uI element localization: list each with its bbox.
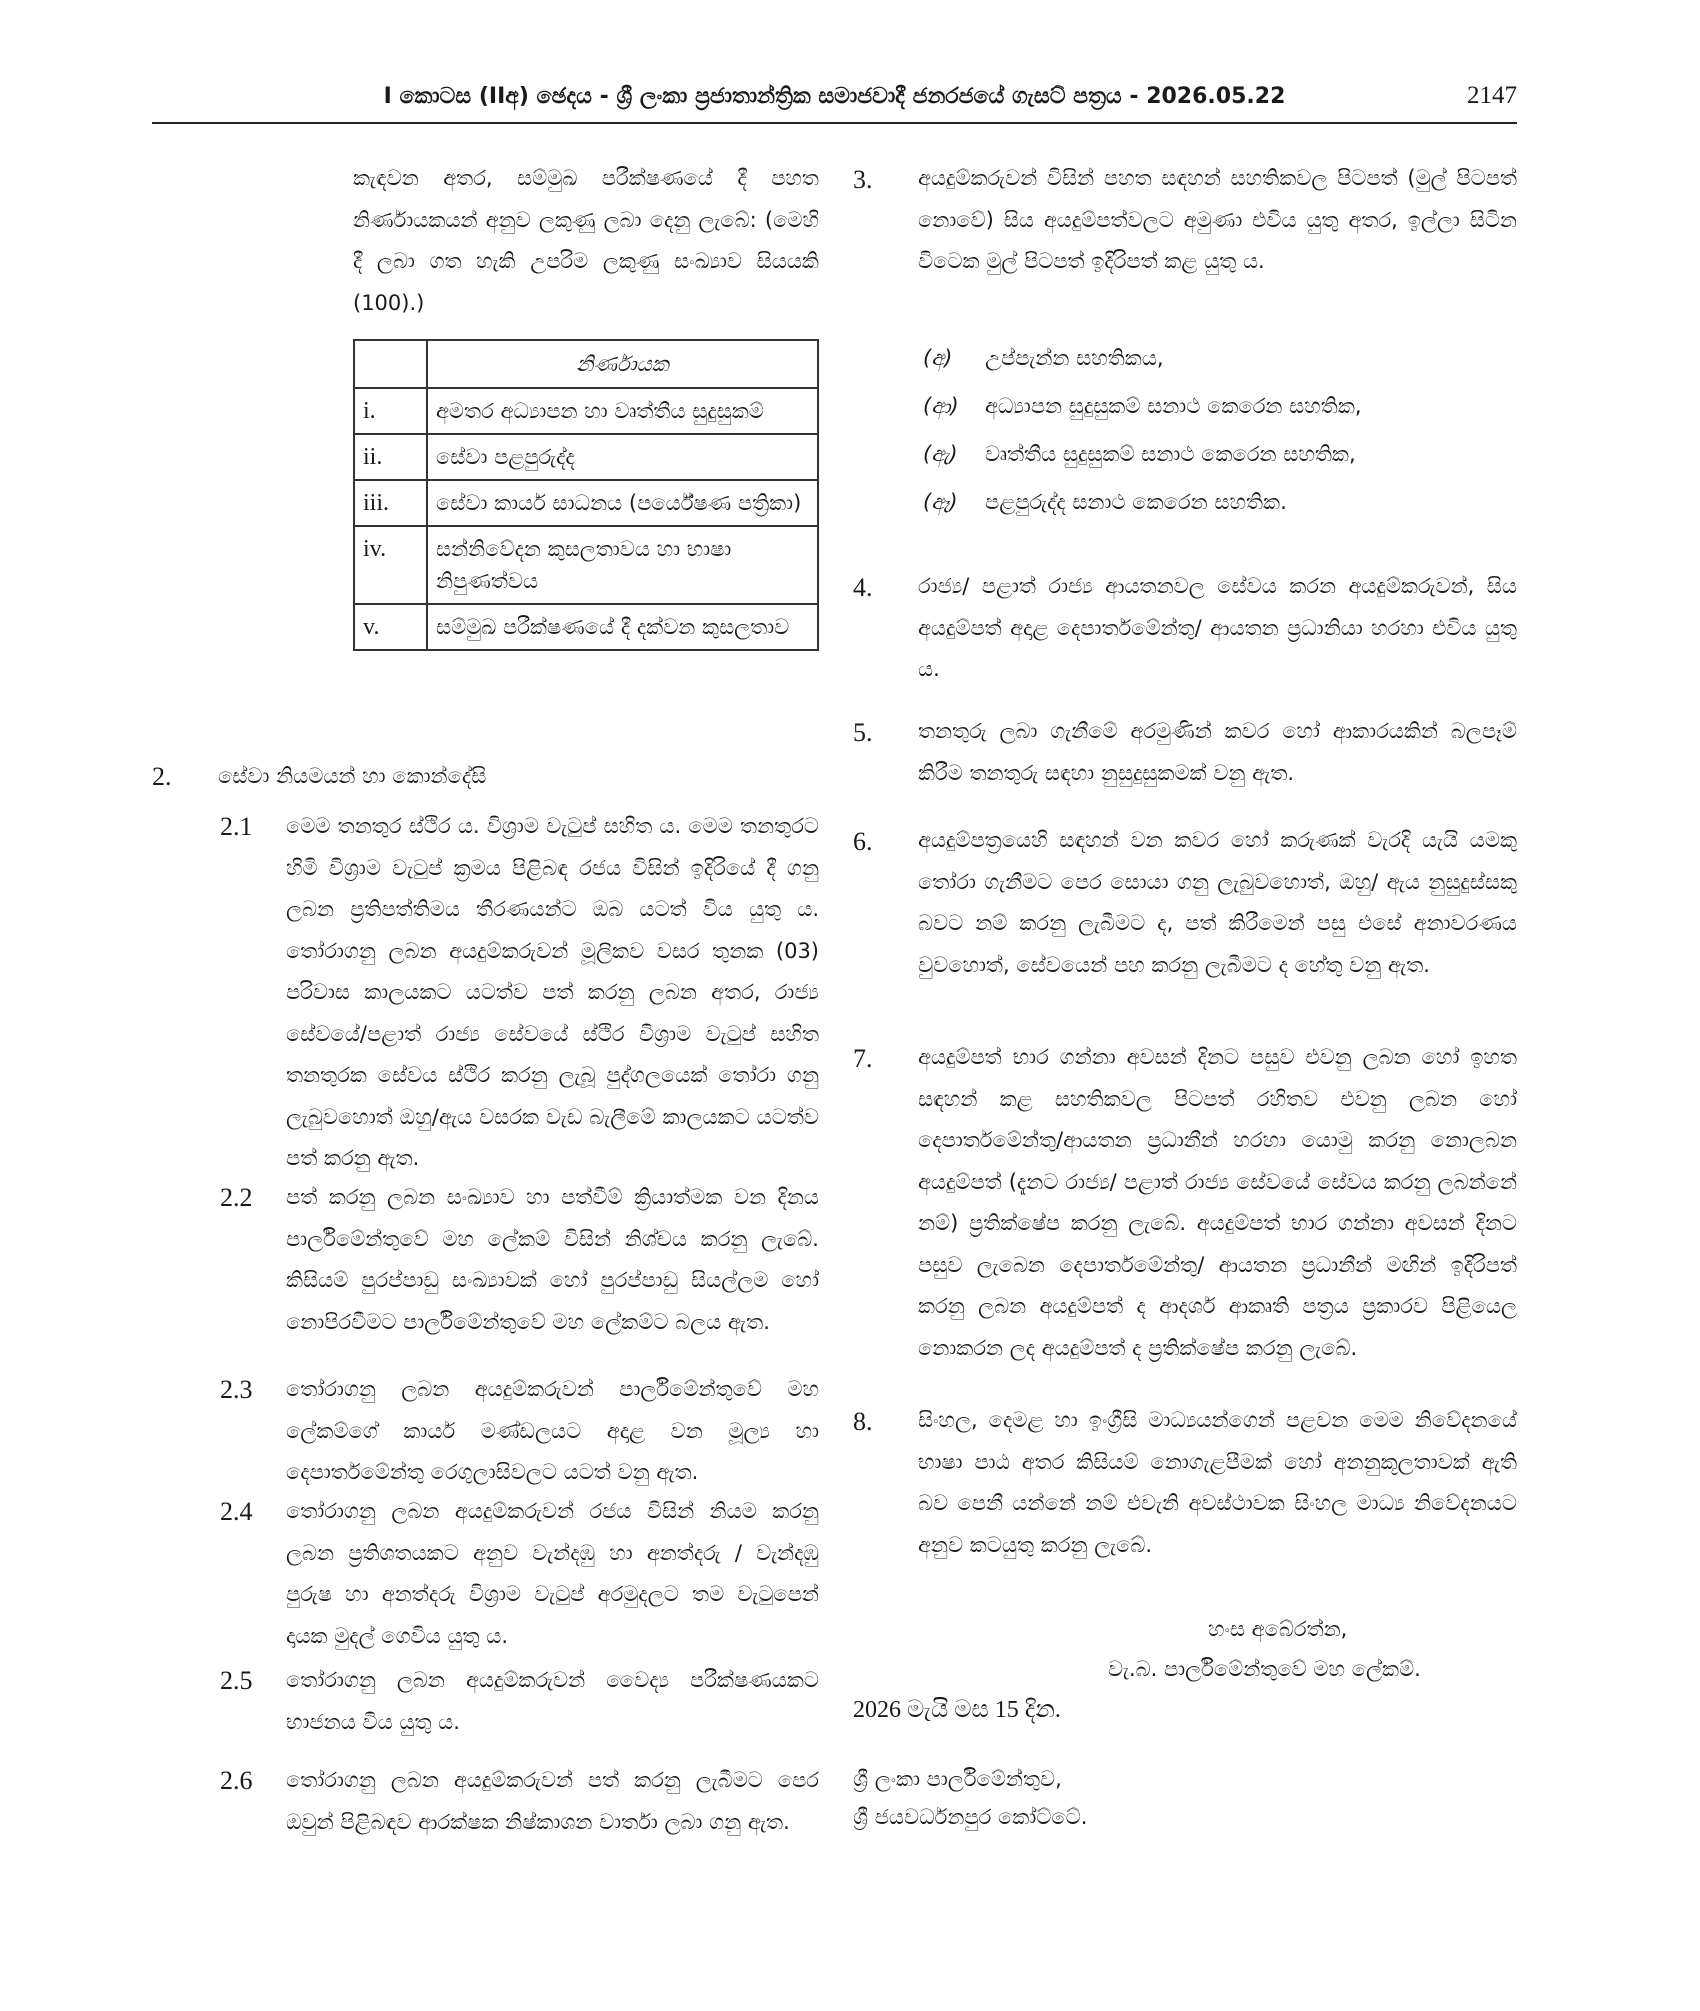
intro-paragraph: කැඳවන අතර, සම්මුඛ පරීක්ෂණයේ දී පහත නිර්ණායකයන් අනුව ලකුණු ලබා දෙනු ලැබේ: (මෙහි දී ලබා ගත හැකි උපරිම ලකුණු සංඛ්‍යාව සියයකි (100).)	[353, 166, 819, 315]
row-text: සම්මුඛ පරීක්ෂණයේ දී දක්වන කුසලතාව	[427, 604, 818, 650]
list-item-text: පළපුරුද්ද සනාථ කෙරෙන සහතික.	[985, 490, 1287, 514]
list-item-text: වෘත්තීය සුදුසුකම් සනාථ කෙරෙන සහතික,	[985, 442, 1356, 466]
row-number: iv.	[354, 526, 427, 604]
criteria-table	[353, 339, 819, 651]
row-number: iii.	[354, 480, 427, 526]
row-text: සන්නිවේදන කුසලතාවය හා භාෂා නිපුණත්වය	[427, 526, 818, 604]
item-text: රාජ්‍ය/ පළාත් රාජ්‍ය ආයතනවල සේවය කරන අයදුම්කරුවන්, සිය අයදුම්පත් අදාළ දෙපාර්තමේන්තු/ ආයතන ප්‍රධානියා හරහා එවිය යුතු ය.	[918, 574, 1517, 681]
gazette-header	[152, 80, 1517, 124]
section-2-title: සේවා නියමයන් හා කොන්දේසි	[218, 764, 487, 788]
item-text: අයදුම්පත්‍රයෙහි සඳහන් වන කවර හෝ කරුණක් වැරදි යැයි යමකු තෝරා ගැනීමට පෙර සොයා ගනු ලැබුවහොත්, ඔහු/ ඇය නුසුදුස්සකු බවට නම් කරනු ලැබීමට ද, පත් කිරීමෙන් පසු එසේ අනාවරණය වුවහොත්, සේවයෙන් පහ කරනු ලැබීමට ද හේතු වනු ඇත.	[918, 828, 1517, 977]
row-number: v.	[354, 604, 427, 650]
item-text: තෝරාගනු ලබන අයදුම්කරුවන් පාර්ලිමේන්තුවේ මහ ලේකම්ගේ කාර්ය මණ්ඩලයට අදාළ වන මූල්‍ය හා දෙපාර්තමේන්තු රෙගුලාසිවලට යටත් වනු ඇත.	[286, 1377, 819, 1484]
item-number: 3.	[853, 165, 873, 194]
item-number: 4.	[853, 573, 873, 602]
list-item-label: (ඈ)	[923, 490, 958, 514]
table-header-blank	[354, 340, 427, 388]
table-row	[354, 388, 818, 434]
row-text: සේවා කාර්ය සාධනය (පර්යේෂණ පත්‍රිකා)	[427, 480, 818, 526]
list-item	[923, 346, 1164, 371]
list-item-label: (අ)	[923, 346, 953, 370]
item-text: මෙම තනතුර ස්ථිර ය. විශ්‍රාම වැටුප් සහිත ය. මෙම තනතුරට හිමි විශ්‍රාම වැටුප් ක්‍රමය පිළිබඳ රජය විසින් ඉදිරියේ දී ගනු ලබන ප්‍රතිපත්තිමය තීරණයන්ට ඔබ යටත් විය යුතු ය. තෝරාගනු ලබන අයදුම්කරුවන් මූලිකව වසර තුනක (03) පරිවාස කාලයකට යටත්ව පත් කරනු ලබන අතර, රාජ්‍ය සේවයේ/පළාත් රාජ්‍ය සේවයේ ස්ථිර විශ්‍රාම වැටුප් සහිත තනතුරක සේවය ස්ථිර කරනු ලැබූ පුද්ගලයෙක් තෝරා ගනු ලැබුවහොත් ඔහු/ඇය වසරක වැඩ බැලීමේ කාලයකට යටත්ව පත් කරනු ඇත.	[286, 814, 819, 1170]
item-text: අයදුම්පත් භාර ගන්නා අවසන් දිනට පසුව එවනු ලබන හෝ ඉහත සඳහන් කළ සහතිකවල පිටපත් රහිතව එවනු ලබන හෝ දෙපාර්තමේන්තු/ආයතන ප්‍රධානීන් හරහා යොමු කරනු නොලබන අයදුම්පත් (දැනට රාජ්‍ය/ පළාත් රාජ්‍ය සේවයේ සේවය කරනු ලබන්නේ නම්) ප්‍රතික්ෂේප කරනු ලැබේ. අයදුම්පත් භාර ගන්නා අවසන් දිනට පසුව ලැබෙන දෙපාර්තමේන්තු/ ආයතන ප්‍රධානීන් මඟින් ඉදිරිපත් කරනු ලබන අයදුම්පත් ද ආදර්ශ ආකෘති පත්‍රය ප්‍රකාරව පිළියෙල නොකරන ලද අයදුම්පත් ද ප්‍රතික්ෂේප කරනු ලැබේ.	[918, 1045, 1517, 1360]
list-item-label: (ආ)	[923, 394, 959, 418]
place-line-2: ශ්‍රී ජයවර්ධනපුර කෝට්ටේ.	[853, 1805, 1088, 1829]
item-text: තනතුරු ලබා ගැනීමේ අරමුණින් කවර හෝ ආකාරයකින් බලපෑම් කිරීම තනතුරු සඳහා නුසුදුසුකමක් වනු ඇත.	[918, 719, 1517, 785]
table-row	[354, 480, 818, 526]
place-line-1: ශ්‍රී ලංකා පාර්ලිමේන්තුව,	[853, 1767, 1062, 1791]
item-number: 2.4	[220, 1497, 253, 1526]
item-number: 2.1	[220, 812, 253, 841]
item-number: 6.	[853, 827, 873, 856]
list-item	[923, 442, 1356, 467]
list-item-text: උප්පැන්න සහතිකය,	[985, 346, 1164, 370]
list-item	[923, 490, 1287, 515]
table-row	[354, 526, 818, 604]
item-number: 2.2	[220, 1183, 253, 1212]
item-text: අයදුම්කරුවන් විසින් පහත සඳහන් සහතිකවල පිටපත් (මුල් පිටපත් නොවේ) සිය අයදුම්පත්වලට අමුණා එවිය යුතු අතර, ඉල්ලා සිටින විටෙක මුල් පිටපත් ඉදිරිපත් කළ යුතු ය.	[918, 166, 1517, 273]
row-number: ii.	[354, 434, 427, 480]
section-2-number: 2.	[152, 762, 172, 791]
item-text: සිංහල, දෙමළ හා ඉංග්‍රීසි මාධ්‍යයන්ගෙන් පළවන මෙම නිවේදනයේ භාෂා පාඨ අතර කිසියම් නොගැළපීමක් හෝ අනනුකූලතාවක් ඇති බව පෙනී යන්නේ නම් එවැනි අවස්ථාවක සිංහල මාධ්‍ය නිවේදනයට අනුව කටයුතු කරනු ලැබේ.	[918, 1408, 1517, 1557]
row-text: අමතර අධ්‍යාපන හා වෘත්තීය සුදුසුකම්	[427, 388, 818, 434]
item-text: තෝරාගනු ලබන අයදුම්කරුවන් රජය විසින් නියම කරනු ලබන ප්‍රතිශතයකට අනුව වැන්දඹු හා අනත්දරු / වැන්දඹු පුරුෂ හා අනත්දරු විශ්‍රාම වැටුප් අරමුදලට තම වැටුපෙන් දායක මුදල් ගෙවිය යුතු ය.	[286, 1499, 819, 1648]
row-text: සේවා පළපුරුද්ද	[427, 434, 818, 480]
item-text: පත් කරනු ලබන සංඛ්‍යාව හා පත්වීම් ක්‍රියාත්මක වන දිනය පාර්ලිමේන්තුවේ මහ ලේකම් විසින් නිශ්චය කරනු ලැබේ. කිසියම් පුරප්පාඩු සංඛ්‍යාවක් හෝ පුරප්පාඩු සියල්ලම හෝ නොපිරවීමට පාර්ලිමේන්තුවේ මහ ලේකම්ට බලය ඇත.	[286, 1185, 819, 1334]
page-number: 2147	[1467, 82, 1517, 109]
table-row	[354, 434, 818, 480]
gazette-title: I කොටස (IIඅ) ඡෙදය - ශ්‍රී ලංකා ප්‍රජාතාන්ත්‍රික සමාජවාදී ජනරජයේ ගැසට් පත්‍රය - 2026.05.22	[383, 84, 1286, 109]
item-text: තෝරාගනු ලබන අයදුම්කරුවන් වෛද්‍ය පරීක්ෂණයකට භාජනය විය යුතු ය.	[286, 1668, 819, 1734]
table-header-row	[354, 340, 818, 388]
list-item-label: (ඇ)	[923, 442, 958, 466]
row-number: i.	[354, 388, 427, 434]
list-item-text: අධ්‍යාපන සුදුසුකම් සනාථ කෙරෙන සහතික,	[985, 394, 1362, 418]
signatory-name: හංස අබේරත්න,	[1208, 1617, 1348, 1641]
signatory-designation: වැ.බ. පාර්ලිමේන්තුවේ මහ ලේකම්.	[1108, 1657, 1421, 1681]
item-number: 2.5	[220, 1666, 253, 1695]
table-row	[354, 604, 818, 650]
item-text: තෝරාගනු ලබන අයදුම්කරුවන් පත් කරනු ලැබීමට පෙර ඔවුන් පිළිබඳව ආරක්ෂක නිෂ්කාශන වාර්තා ලබා ගනු ඇත.	[286, 1768, 819, 1834]
table-header-label: නිර්ණායක	[427, 340, 818, 388]
item-number: 7.	[853, 1044, 873, 1073]
item-number: 2.6	[220, 1766, 253, 1795]
notice-date: 2026 මැයි මස 15 දින.	[853, 1697, 1061, 1723]
list-item	[923, 394, 1362, 419]
item-number: 8.	[853, 1407, 873, 1436]
item-number: 2.3	[220, 1375, 253, 1404]
item-number: 5.	[853, 718, 873, 747]
